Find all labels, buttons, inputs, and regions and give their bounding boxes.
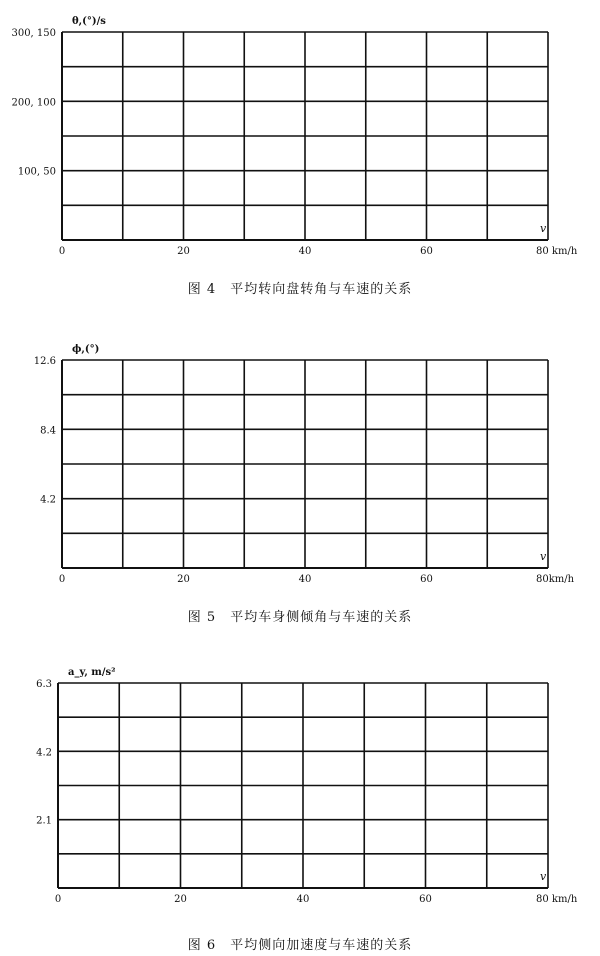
figure-4-chart bbox=[0, 0, 600, 270]
figure-4-grid bbox=[62, 32, 548, 240]
figure-6-x-tick-label: 20 bbox=[174, 894, 187, 905]
figure-6-y-tick-label: 2.1 bbox=[36, 815, 52, 827]
figure-4-x-tick-label: 20 bbox=[177, 246, 190, 257]
figure-5-chart bbox=[0, 330, 600, 600]
figure-5-y-tick-label: 8.4 bbox=[40, 425, 56, 437]
figure-4-y-tick-label: 300, 150 bbox=[11, 28, 56, 39]
figure-6-y-axis-label: a_y, m/s² bbox=[68, 667, 116, 678]
figure-5-x-tick-label: 40 bbox=[298, 574, 312, 585]
figure-5-y-axis-label: ϕ,(°) bbox=[72, 344, 100, 355]
figure-4-x-axis-label: v bbox=[540, 222, 547, 235]
figure-4-caption: 图 4 平均转向盘转角与车速的关系 bbox=[187, 282, 413, 297]
figure-6-chart bbox=[0, 650, 600, 920]
figure-5-x-tick-label: 0 bbox=[58, 574, 66, 585]
figure-6-y-tick-label: 6.3 bbox=[36, 679, 52, 690]
figure-5-x-unit-label: 80km/h bbox=[536, 574, 575, 585]
figure-4-x-tick-label: 40 bbox=[298, 246, 312, 257]
figure-4-x-tick-label: 0 bbox=[58, 246, 66, 257]
figure-5-x-axis-label: v bbox=[540, 550, 547, 563]
figure-4-y-tick-label: 200, 100 bbox=[11, 97, 56, 109]
figure-6-x-tick-label: 60 bbox=[419, 894, 432, 905]
figure-5-grid bbox=[62, 360, 548, 568]
figure-4-y-axis-label: θ,(°)/s bbox=[72, 16, 106, 27]
figure-6-x-tick-label: 40 bbox=[296, 894, 310, 905]
figure-6-caption: 图 6 平均侧向加速度与车速的关系 bbox=[187, 938, 413, 953]
figure-5-caption: 图 5 平均车身侧倾角与车速的关系 bbox=[187, 610, 413, 625]
figure-6-grid bbox=[58, 683, 548, 888]
figure-6-ticks bbox=[36, 679, 432, 905]
figure-5-x-tick-label: 20 bbox=[177, 574, 190, 585]
figure-6-x-axis-label: v bbox=[540, 870, 547, 883]
figure-5-x-tick-label: 60 bbox=[420, 574, 433, 585]
figure-4-y-tick-label: 100, 50 bbox=[17, 166, 56, 178]
figure-5-y-tick-label: 4.2 bbox=[40, 494, 56, 506]
figure-5-ticks bbox=[34, 356, 433, 585]
figure-4-x-unit-label: 80 km/h bbox=[536, 246, 578, 257]
figure-5-y-tick-label: 12.6 bbox=[33, 356, 56, 367]
figure-4-ticks bbox=[11, 28, 432, 257]
figure-4-x-tick-label: 60 bbox=[420, 246, 433, 257]
figure-6-x-unit-label: 80 km/h bbox=[536, 894, 578, 905]
figure-6-x-tick-label: 0 bbox=[54, 894, 62, 905]
figure-6-y-tick-label: 4.2 bbox=[36, 747, 52, 759]
